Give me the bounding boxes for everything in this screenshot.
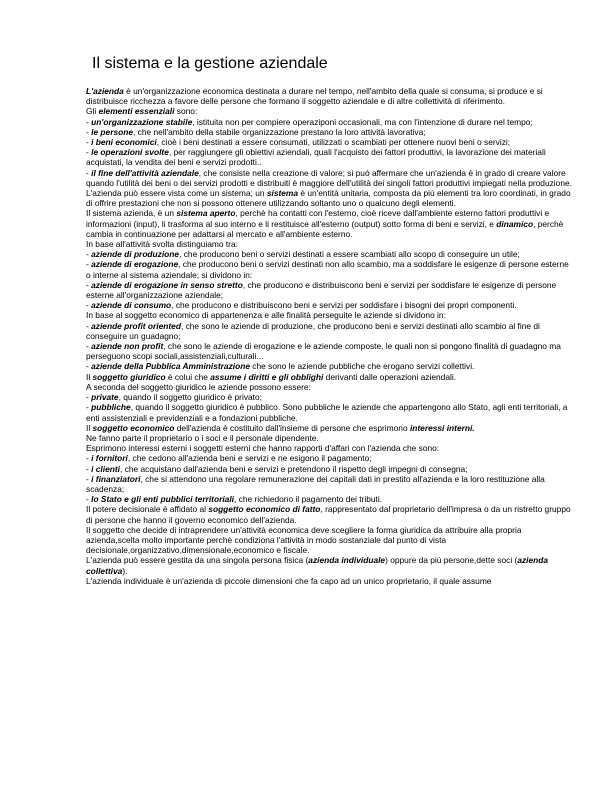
emphasis-term: soggetto economico di fatto bbox=[208, 504, 321, 515]
text-run: - bbox=[86, 137, 92, 148]
emphasis-term: i clienti bbox=[91, 463, 120, 474]
text-run: , che richiedono il pagamento dei tributi. bbox=[233, 494, 383, 505]
paragraph bbox=[86, 259, 572, 279]
text-run: che sono le aziende pubbliche che erogano servizi collettivi. bbox=[249, 361, 475, 372]
text-run: sono: bbox=[174, 106, 198, 117]
text-run: - bbox=[86, 361, 92, 372]
text-run: - bbox=[86, 147, 92, 158]
emphasis-term: il fine dell'attività aziendale bbox=[91, 167, 199, 178]
text-run: Il soggetto che decide di intraprendere un'attività economica deve scegliere la forma giuridica da attribuire alla propria azienda,scelta molto importante perchè condiziona l'attività in modo sostanziale dal punto di vista decisionale,organizzativo,dimensionale,economico e fiscale. bbox=[86, 524, 522, 556]
text-run: - bbox=[86, 392, 92, 403]
text-run: derivanti dalle operazioni aziendali. bbox=[323, 371, 457, 382]
text-run: , rappresentato dal proprietario dell'impresa o da un ristretto gruppo di persone che hanno il governo economico dell'azienda. bbox=[86, 504, 571, 525]
emphasis-term: i fornitori bbox=[91, 453, 128, 464]
emphasis bbox=[91, 249, 179, 259]
text-run: , che sono le aziende di produzione, che producono beni e servizi destinati allo scambio al fine di conseguire un guadagno; bbox=[86, 320, 540, 341]
emphasis-term: elementi essenziali bbox=[98, 106, 175, 117]
emphasis bbox=[91, 392, 118, 402]
text-run: - bbox=[86, 116, 92, 127]
emphasis bbox=[91, 280, 243, 290]
text-run: ). bbox=[122, 565, 128, 576]
text-run: è colui che bbox=[165, 371, 211, 382]
paragraph bbox=[86, 249, 572, 259]
emphasis bbox=[91, 137, 157, 147]
emphasis bbox=[91, 168, 199, 178]
text-run: , che acquistano dall'azienda beni e servizi e pretendono il rispetto degli impegni di consegna; bbox=[119, 463, 468, 474]
emphasis-term: aziende profit oriented bbox=[91, 320, 181, 331]
paragraph bbox=[86, 555, 572, 575]
paragraph bbox=[86, 433, 572, 443]
text-run: , cioè i beni destinati a essere consumati, utilizzati o scambiati per ottenere nuovi beni o servizi; bbox=[156, 137, 511, 148]
emphasis-term: un'organizzazione stabile bbox=[91, 116, 193, 127]
text-run: In base al soggetto economico di appartenenza e alle finalità perseguite le aziende si dividono in: bbox=[86, 310, 446, 321]
emphasis-term: le operazioni svolte bbox=[91, 147, 169, 158]
document-body bbox=[86, 86, 572, 586]
emphasis-term: aziende di erogazione in senso stretto bbox=[91, 279, 243, 290]
emphasis bbox=[91, 259, 178, 269]
paragraph bbox=[86, 453, 572, 463]
text-run: , che sono le aziende di erogazione e le aziende composte, le quali non si pongono finalità di guadagno ma perseguono scopi sociali,assistenziali,culturali... bbox=[86, 341, 561, 362]
emphasis bbox=[496, 219, 533, 229]
emphasis-term: lo Stato e gli enti pubblici territoriali bbox=[91, 494, 234, 505]
text-run: L'azienda individuale è un'azienda di piccole dimensioni che fa capo ad un unico proprietario, il quale assume bbox=[86, 575, 492, 586]
paragraph bbox=[86, 321, 572, 341]
paragraph bbox=[86, 147, 572, 167]
emphasis bbox=[91, 300, 171, 310]
paragraph bbox=[86, 188, 572, 208]
text-run: L'azienda può essere vista come un sistema; un bbox=[86, 188, 267, 199]
paragraph bbox=[86, 361, 572, 371]
paragraph bbox=[86, 382, 572, 392]
emphasis-term: soggetto economico bbox=[92, 422, 175, 433]
paragraph bbox=[86, 341, 572, 361]
emphasis bbox=[308, 555, 385, 565]
paragraph bbox=[86, 372, 572, 382]
text-run: - bbox=[86, 320, 92, 331]
text-run: - bbox=[86, 453, 92, 464]
text-run: ) oppure da più persone,dette soci ( bbox=[385, 555, 518, 566]
text-run: - bbox=[86, 341, 92, 352]
text-run: , quando il soggetto giuridico è privato; bbox=[118, 392, 262, 403]
text-run: è un'entità unitaria, composta da più elementi tra loro coordinati, in grado di offrire prestazioni che non si possono ottenere utilizzando soltanto uno o qualcuno degli elementi. bbox=[86, 188, 571, 209]
paragraph bbox=[86, 117, 572, 127]
paragraph bbox=[86, 402, 572, 422]
emphasis bbox=[176, 208, 235, 218]
text-run: - bbox=[86, 167, 92, 178]
text-run: , che producono beni o servizi destinati non allo scambio, ma a soddisfare le esigenze di persone esterne o interne al sistema aziendale; si dividono in: bbox=[86, 259, 569, 280]
emphasis bbox=[99, 106, 175, 116]
paragraph bbox=[86, 127, 572, 137]
text-run: , che producono beni o servizi destinati a essere scambiati allo scopo di conseguire un utile; bbox=[179, 249, 520, 260]
text-run: Gli bbox=[86, 106, 99, 117]
text-run: , che si attendono una regolare remunerazione dei capitali dati in prestito all'azienda e la loro restituzione alla scadenza; bbox=[86, 473, 545, 494]
text-run: Il potere decisionale è affidato al bbox=[86, 504, 209, 515]
emphasis bbox=[93, 372, 166, 382]
emphasis-term: le persone bbox=[91, 126, 134, 137]
emphasis-term: pubbliche bbox=[91, 402, 131, 413]
paragraph bbox=[86, 208, 572, 239]
text-run: Esprimono interessi esterni i soggetti esterni che hanno rapporti d'affari con l'azienda che sono: bbox=[86, 443, 440, 454]
text-run: , che producono e distribuiscono beni e servizi per soddisfare i bisogni dei propri componenti. bbox=[171, 300, 517, 311]
text-run: - bbox=[86, 463, 92, 474]
paragraph bbox=[86, 86, 572, 106]
text-run: - bbox=[86, 126, 92, 137]
text-run: - bbox=[86, 300, 92, 311]
emphasis-term: L'azienda bbox=[86, 86, 124, 96]
paragraph bbox=[86, 239, 572, 249]
text-run: Il bbox=[86, 371, 93, 382]
paragraph bbox=[86, 525, 572, 556]
text-run: , istituita non per compiere operaziponi occasionali, ma con l'intenzione di durare nel tempo; bbox=[192, 116, 533, 127]
emphasis bbox=[91, 402, 131, 412]
text-run: - bbox=[86, 249, 92, 260]
text-run: - bbox=[86, 402, 92, 413]
emphasis-term: i finanziatori bbox=[91, 473, 141, 484]
emphasis bbox=[91, 321, 181, 331]
text-run: , perchè ha contatti con l'esterno, cioè riceve dall'ambiente esterno fattori produttivi e informazioni (input), li trasforma al suo interno e li restituisce all'esterno (output) sotto forma di beni e servizi, e bbox=[86, 208, 550, 229]
emphasis bbox=[91, 127, 133, 137]
text-run: A seconda del soggetto giuridico le aziende possono essere: bbox=[86, 381, 311, 392]
text-run: , perchè cambia in continuazione per adattarsi al mercato e all'ambiente esterno. bbox=[86, 218, 564, 239]
paragraph bbox=[86, 443, 572, 453]
emphasis bbox=[208, 504, 320, 514]
emphasis bbox=[93, 423, 175, 433]
paragraph bbox=[86, 310, 572, 320]
emphasis bbox=[91, 494, 234, 504]
emphasis-term: dinamico bbox=[496, 218, 534, 229]
text-run: Ne fanno parte il proprietario o i soci e il personale dipendente. bbox=[86, 432, 319, 443]
emphasis bbox=[91, 117, 192, 127]
emphasis bbox=[91, 464, 120, 474]
emphasis-term: aziende della Pubblica Amministrazione bbox=[91, 361, 250, 372]
text-run: , quando il soggetto giuridico è pubblico. Sono pubbliche le aziende che appartengono allo Stato, agli enti territoriali, a enti assistenziali e previdenziali e a fondazioni pubbliche. bbox=[86, 402, 568, 423]
text-run: dell'azienda è costituito dall'insieme di persone che esprimono bbox=[174, 422, 410, 433]
page-title: Il sistema e la gestione aziendale bbox=[92, 55, 328, 72]
text-run: , che consiste nella creazione di valore; si può affermare che un'azienda è in grado di creare valore quando l'utilità dei beni o dei servizi prodotti e distribuiti è maggiore dell'utilità dei singoli fattori produttivi impiegati nella produzione. bbox=[86, 167, 572, 188]
text-run: In base all'attività svolta distinguiamo tra: bbox=[86, 239, 238, 250]
paragraph bbox=[86, 423, 572, 433]
paragraph bbox=[86, 576, 572, 586]
paragraph bbox=[86, 137, 572, 147]
text-run: Il sistema azienda, è un bbox=[86, 208, 177, 219]
emphasis-term: private bbox=[91, 392, 119, 403]
text-run: , che producono e distribuiscono beni e servizi per soddisfare le esigenze di persone esterne all'organizzazione aziendale; bbox=[86, 279, 557, 301]
paragraph bbox=[86, 464, 572, 474]
text-run: - bbox=[86, 494, 92, 505]
paragraph bbox=[86, 494, 572, 504]
text-run: , per raggiungere gli obiettivi aziendali, quali l'acquisto dei fattori produttivi, la lavorazione dei materiali acquistati, la vendita dei beni e servizi prodotti.. bbox=[86, 147, 546, 168]
text-run: , che nell'ambito della stabile organizzazione prestano la loro attività lavorativa; bbox=[133, 126, 426, 137]
emphasis bbox=[91, 341, 163, 351]
emphasis-term: azienda individuale bbox=[308, 555, 386, 566]
paragraph bbox=[86, 106, 572, 116]
paragraph bbox=[86, 504, 572, 524]
emphasis bbox=[267, 188, 298, 198]
emphasis-term: aziende di produzione bbox=[91, 249, 180, 260]
emphasis-term: interessi interni. bbox=[409, 422, 475, 433]
emphasis-term: aziende di consumo bbox=[91, 300, 172, 311]
paragraph bbox=[86, 280, 572, 300]
text-run: , che cedono all'azienda beni e servizi e ne esigono il pagamento; bbox=[127, 453, 372, 464]
paragraph bbox=[86, 300, 572, 310]
emphasis-term: azienda collettiva bbox=[86, 555, 549, 576]
emphasis-term: aziende di erogazione bbox=[91, 259, 179, 270]
emphasis-term: sistema bbox=[266, 188, 299, 199]
emphasis bbox=[210, 372, 323, 382]
emphasis bbox=[86, 86, 124, 96]
emphasis bbox=[410, 423, 475, 433]
text-run: Il bbox=[86, 422, 93, 433]
emphasis bbox=[91, 147, 169, 157]
paragraph bbox=[86, 392, 572, 402]
text-run: - bbox=[86, 473, 92, 484]
emphasis-term: sistema aperto bbox=[176, 208, 236, 219]
text-run: - bbox=[86, 279, 92, 290]
emphasis-term: assume i diritti e gli obblighi bbox=[210, 371, 324, 382]
emphasis-term: soggetto giuridico bbox=[92, 371, 166, 382]
text-run: - bbox=[86, 259, 92, 270]
emphasis bbox=[91, 474, 140, 484]
text-run: è un'organizzazione economica destinata a durare nel tempo, nell'ambito della quale si consuma, si produce e si distribuisce ricchezza a favore delle persone che formano il soggetto aziendale e di altre collettività di riferimento. bbox=[86, 86, 543, 107]
emphasis-term: i beni economici bbox=[91, 137, 157, 148]
emphasis-term: aziende non profit bbox=[91, 341, 164, 352]
emphasis bbox=[91, 361, 250, 371]
paragraph bbox=[86, 168, 572, 188]
text-run: L'azienda può essere gestita da una singola persona fisica ( bbox=[86, 555, 309, 566]
paragraph bbox=[86, 474, 572, 494]
emphasis bbox=[91, 453, 128, 463]
